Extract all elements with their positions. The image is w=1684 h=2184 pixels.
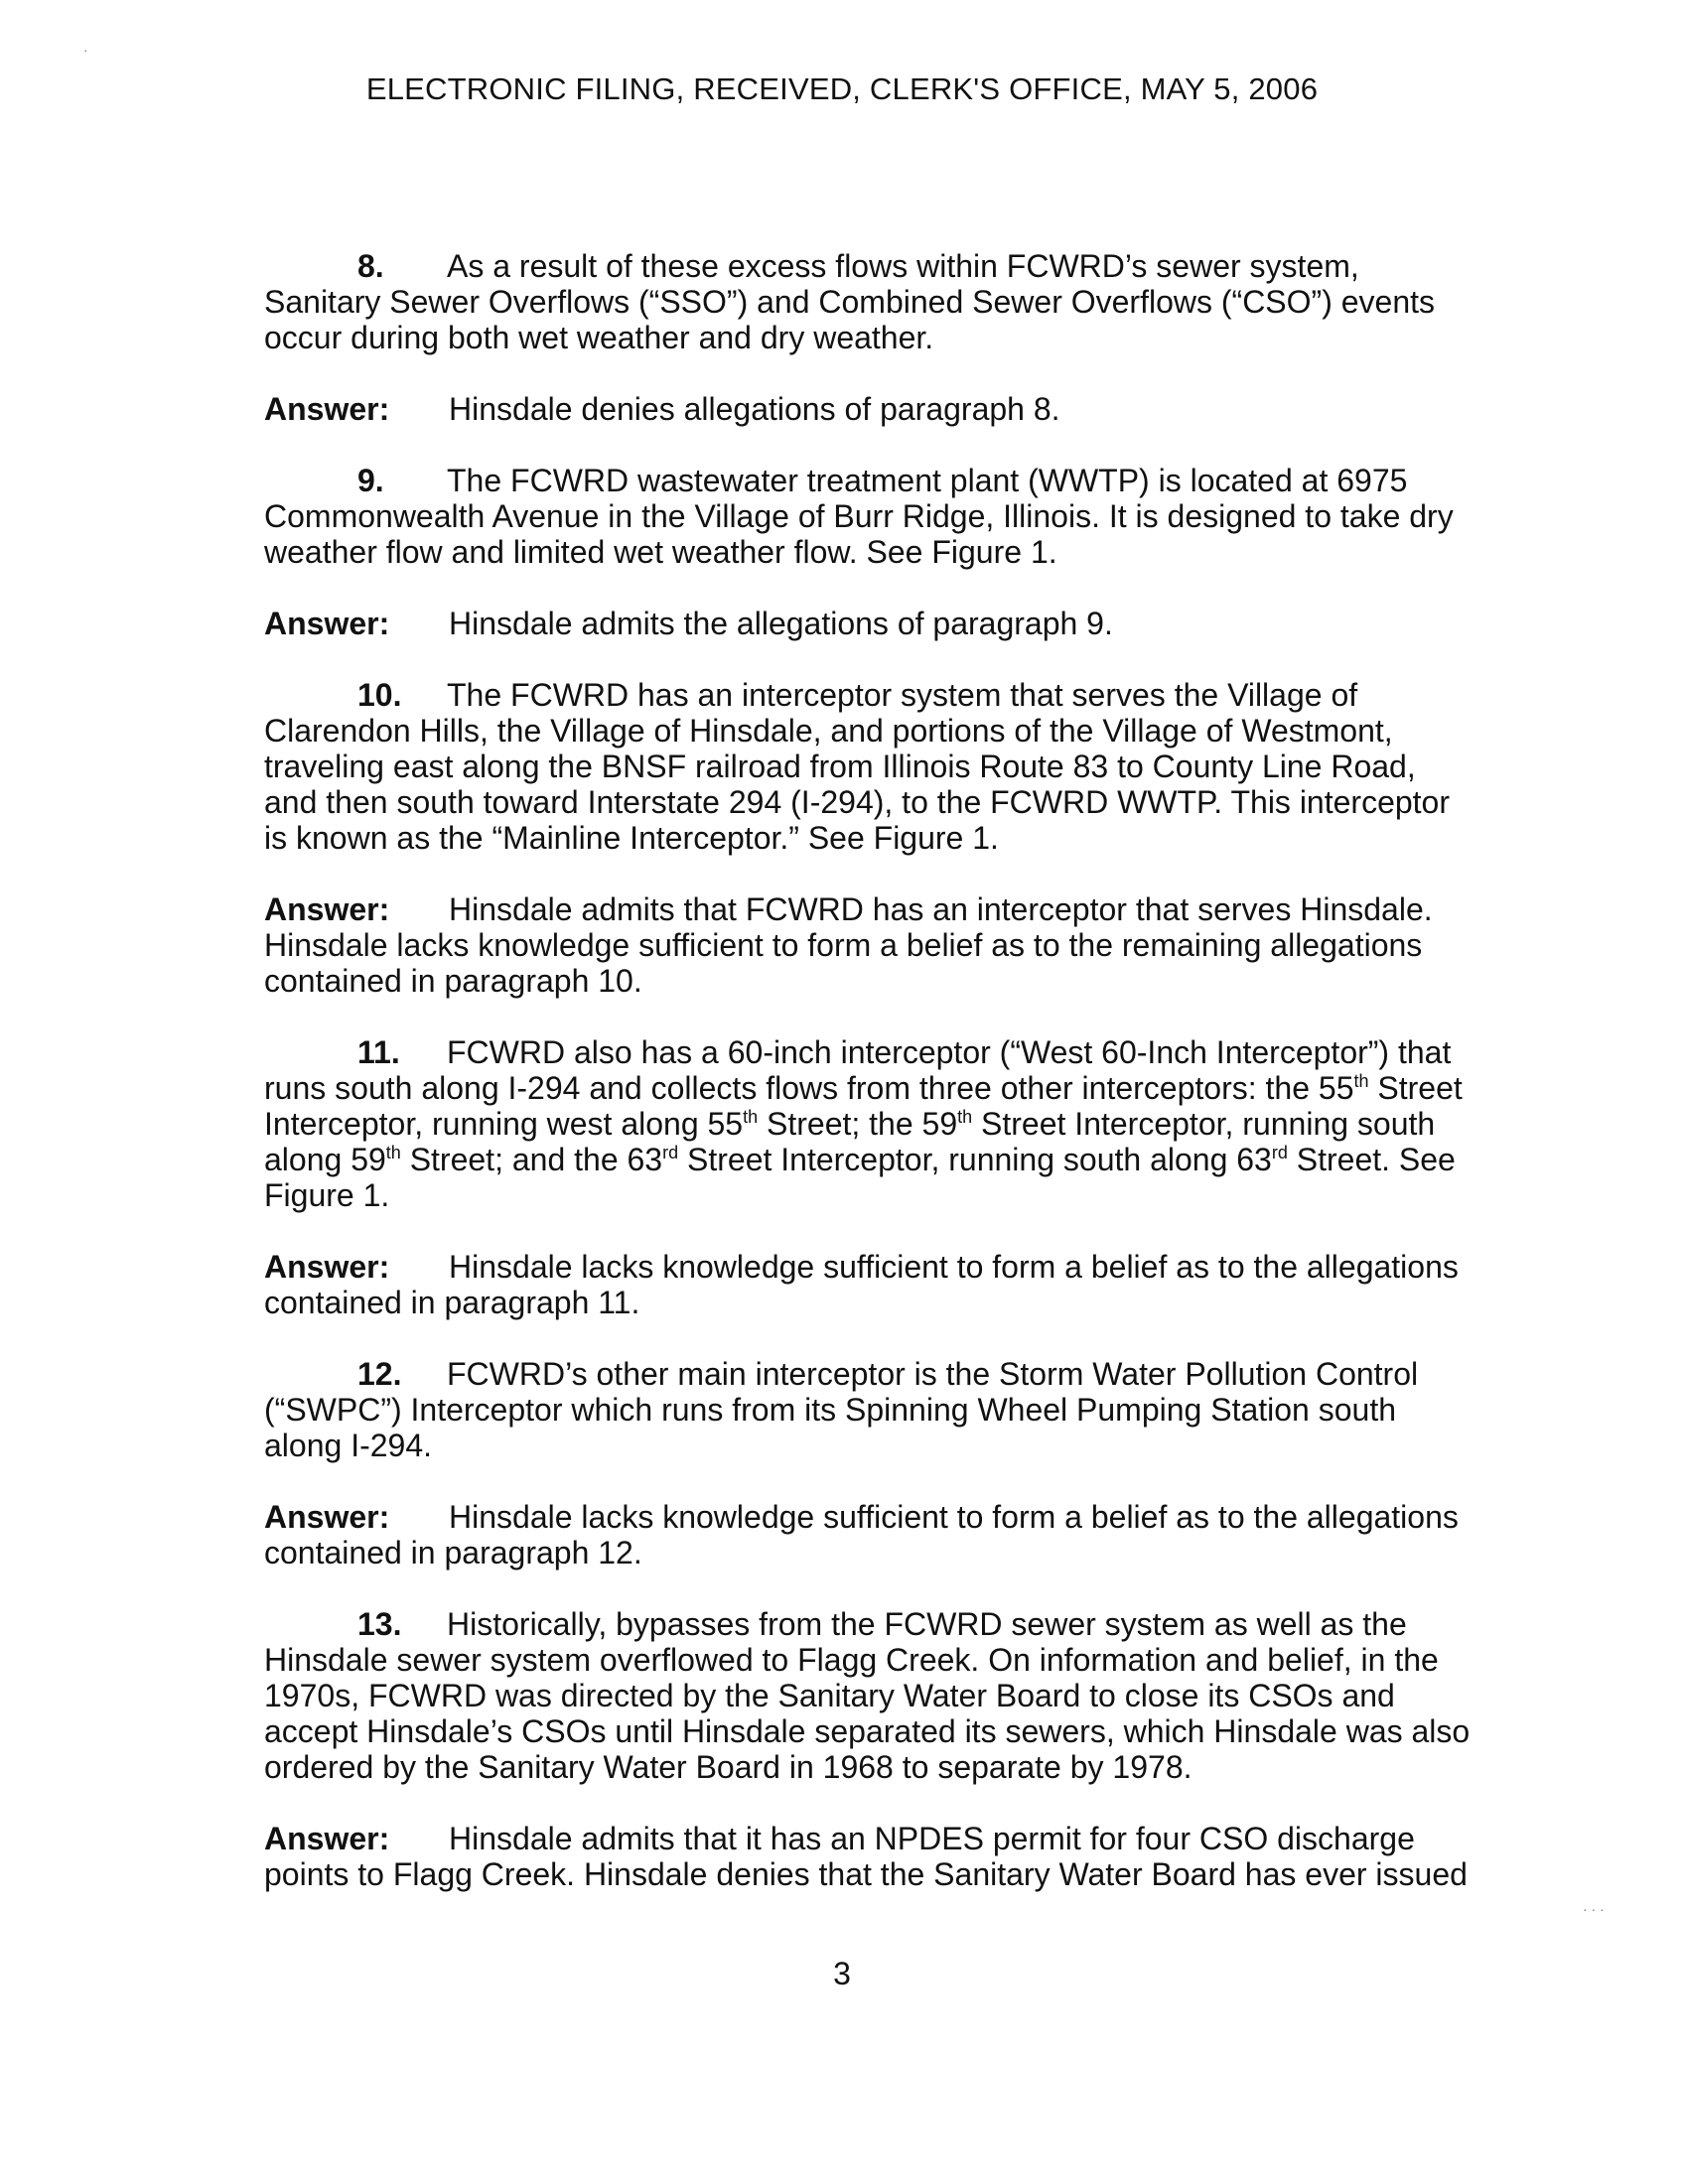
paragraph-13 (264, 1606, 1474, 1785)
paragraph-text-part: Street; and the 63 (400, 1142, 663, 1177)
paragraph-number: 8. (357, 248, 384, 284)
paragraph-text: As a result of these excess flows within FCWRD’s sewer system, Sanitary Sewer Overflows (“SSO”) and Combined Sewer Overflows (“CSO”) events occur during both wet weather and dry weather. (264, 248, 1436, 355)
paragraph-text: The FCWRD has an interceptor system that serves the Village of Clarendon Hills, the Village of Hinsdale, and portions of the Village of Westmont, traveling east along the BNSF railroad from Illinois Route 83 to County Line Road, and then south toward Interstate 294 (I-294), to the FCWRD WWTP. This interceptor is known as the “Mainline Interceptor.” See Figure 1. (264, 677, 1450, 856)
paragraph-text-part: Street; the 59 (758, 1106, 958, 1142)
answer-8 (264, 391, 1474, 427)
ordinal-suffix: rd (1271, 1143, 1288, 1162)
ordinal-suffix: th (957, 1107, 973, 1127)
page-number: 3 (833, 1956, 851, 1991)
paragraph-text: The FCWRD wastewater treatment plant (WWTP) is located at 6975 Commonwealth Avenue in the Village of Burr Ridge, Illinois. It is designed to take dry weather flow and limited wet weather flow. See Figure 1. (264, 463, 1454, 570)
paragraph-12 (264, 1356, 1474, 1463)
ordinal-suffix: th (1353, 1071, 1369, 1091)
answer-text: Hinsdale lacks knowledge sufficient to form a belief as to the allegations contained in paragraph 11. (264, 1249, 1459, 1320)
paragraph-number: 10. (357, 677, 402, 713)
paragraph-text-part: Street Interceptor, running south along 59 (264, 1106, 1436, 1177)
paragraph-8 (264, 248, 1474, 355)
paragraph-number: 12. (357, 1356, 402, 1392)
answer-text: Hinsdale admits that FCWRD has an interceptor that serves Hinsdale. Hinsdale lacks knowledge sufficient to form a belief as to the remaining allegations contained in paragraph 10. (264, 891, 1433, 999)
paragraph-text-part: Street. See Figure 1. (264, 1142, 1456, 1213)
answer-10 (264, 891, 1474, 999)
answer-label: Answer: (264, 1249, 390, 1285)
answer-text: Hinsdale admits that it has an NPDES permit for four CSO discharge points to Flagg Creek. Hinsdale denies that the Sanitary Water Board has ever issued (264, 1821, 1468, 1892)
scan-mark: · · · (1583, 1901, 1605, 1917)
ordinal-suffix: th (743, 1107, 759, 1127)
paragraph-text-part: FCWRD also has a 60-inch interceptor (“West 60-Inch Interceptor”) that runs south along I-294 and collects flows from three other interceptors: the 55 (264, 1034, 1452, 1106)
filing-header: ELECTRONIC FILING, RECEIVED, CLERK'S OFFICE, MAY 5, 2006 (365, 71, 1319, 106)
answer-13 (264, 1821, 1474, 1892)
paragraph-number: 13. (357, 1606, 402, 1642)
paragraph-9 (264, 463, 1474, 570)
answer-text: Hinsdale denies allegations of paragraph 8. (449, 391, 1060, 427)
paragraph-text-part: Street Interceptor, running south along 63 (678, 1142, 1272, 1177)
paragraph-number: 11. (357, 1034, 400, 1070)
ordinal-suffix: th (385, 1143, 401, 1162)
answer-label: Answer: (264, 391, 390, 427)
document-body (264, 248, 1474, 1928)
scan-mark: · (83, 42, 88, 58)
paragraph-number: 9. (357, 463, 384, 498)
answer-label: Answer: (264, 891, 390, 927)
answer-label: Answer: (264, 606, 390, 641)
answer-12 (264, 1499, 1474, 1570)
paragraph-text: FCWRD’s other main interceptor is the Storm Water Pollution Control (“SWPC”) Interceptor which runs from its Spinning Wheel Pumping Station south along I-294. (264, 1356, 1419, 1463)
paragraph-text: Historically, bypasses from the FCWRD sewer system as well as the Hinsdale sewer system overflowed to Flagg Creek. On information and belief, in the 1970s, FCWRD was directed by the Sanitary Water Board to close its CSOs and accept Hinsdale’s CSOs until Hinsdale separated its sewers, which Hinsdale was also ordered by the Sanitary Water Board in 1968 to separate by 1978. (264, 1606, 1471, 1785)
answer-text: Hinsdale lacks knowledge sufficient to form a belief as to the allegations contained in paragraph 12. (264, 1499, 1459, 1570)
ordinal-suffix: rd (662, 1143, 679, 1162)
answer-text: Hinsdale admits the allegations of paragraph 9. (449, 606, 1113, 641)
paragraph-text-part: Street Interceptor, running west along 55 (264, 1070, 1463, 1142)
answer-label: Answer: (264, 1821, 390, 1856)
paragraph-11 (264, 1034, 1474, 1213)
answer-11 (264, 1249, 1474, 1320)
answer-9 (264, 606, 1474, 641)
paragraph-10 (264, 677, 1474, 856)
answer-label: Answer: (264, 1499, 390, 1535)
